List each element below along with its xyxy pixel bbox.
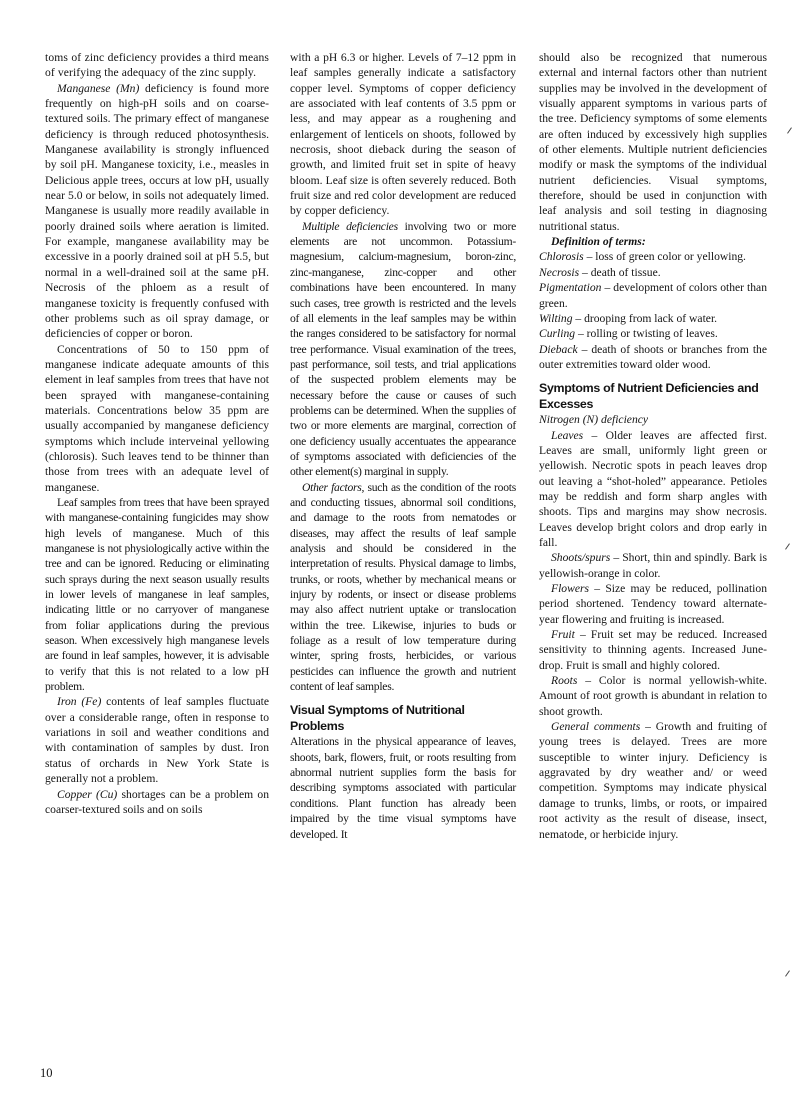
- paragraph-copper: [45, 787, 269, 818]
- term-multiple-deficiencies: Multiple deficiencies: [302, 219, 398, 233]
- paragraph-copper-continued: with a pH 6.3 or higher. Levels of 7–12 ppm in leaf samples generally indicate a satisfactory copper level. Symptoms of copper deficiency are associated with leaf contents of 3.5 ppm or less, and may appear as a roughening and enlargement of lenticels on shoots, followed by necrosis, shoot dieback during the season of growth, and limited fruit set in spite of heavy bloom. Leaf size is often severely reduced. Both fruit size and red color development are reduced by copper deficiency.: [290, 51, 516, 218]
- nitrogen-heading: Nitrogen (N) deficiency: [539, 413, 649, 427]
- text-column-middle: [290, 50, 516, 842]
- paragraph-iron: [45, 694, 269, 786]
- nitrogen-flowers: Flowers – Size may be reduced, pollination period shortened. Tendency toward alternate-year flowering and fruiting is increased.: [539, 582, 767, 626]
- definition-pigmentation: Pigmentation – development of colors other than green.: [539, 281, 767, 310]
- text-column-left: [45, 50, 269, 817]
- definitions-heading: Definition of terms:: [551, 235, 646, 249]
- paragraph-iron-text: contents of leaf samples fluctuate over a considerable range, often in response to variations in soil and weather conditions and with contamination of samples by dust. Iron status of orchards in New York State is generally not a problem.: [45, 695, 269, 786]
- paragraph-alterations: Alterations in the physical appearance of leaves, shoots, bark, flowers, fruit, or roots resulting from abnormal nutrient supplies form the basis for describing symptoms associated with particular conditions. Plant function has already been impaired by the time visual symptoms have developed. It: [290, 735, 516, 841]
- paragraph-zinc-end: toms of zinc deficiency provides a third means of verifying the adequacy of the zinc supply.: [45, 51, 269, 80]
- paragraph-copper-text: shortages can be a problem on coarser-textured soils and on soils: [45, 787, 269, 816]
- term-manganese: Manganese (Mn): [57, 81, 140, 95]
- definition-necrosis: Necrosis – death of tissue.: [539, 265, 661, 279]
- text-column-right: [539, 50, 767, 842]
- paragraph-factors-continued: should also be recognized that numerous external and internal factors other than nutrient supplies may be involved in the development of visually apparent symptoms in various parts of the tree. Deficiency symptoms of some elements are often induced by excessively high supplies of other elements. Multiple nutrient deficiencies modify or mask the symptoms of the individual nutrient deficiencies. Visual symptoms, therefore, should be used in conjunction with leaf analysis and soil testing in diagnosing nutritional status.: [539, 51, 767, 233]
- paragraph-manganese-concentrations: Concentrations of 50 to 150 ppm of manganese indicate adequate amounts of this element in leaf samples from trees that have not been sprayed with manganese-containing materials. Concentrations below 35 ppm are usually accompanied by manganese deficiency symptoms which include interveinal yellowing (chlorosis). Such leaves tend to be thinner than those from trees with an adequate level of manganese.: [45, 342, 269, 494]
- nitrogen-general-comments: General comments – Growth and fruiting of young trees is delayed. Trees are more susceptible to winter injury. Deficiency is aggravated by dry weather and/ or weed competition. Symptoms may indicate physical damage to trunks, limbs, or roots, or impaired root activity as the result of disease, insect, nematode, or herbicide injury.: [539, 720, 767, 841]
- definition-curling: Curling – rolling or twisting of leaves.: [539, 327, 718, 341]
- paragraph-other-factors: [290, 480, 516, 695]
- definition-chlorosis: Chlorosis – loss of green color or yellowing.: [539, 250, 746, 264]
- nitrogen-leaves: Leaves – Older leaves are affected first. Leaves are small, uniformly light green or yellowish. Necrotic spots in peach leaves drop out leaving a “shot-holed” appearance. Petioles may be reddish and form sharp angles with shoots. Tips and margins may show necrosis. Leaves develop bright colors and drop early in fall.: [539, 428, 767, 549]
- margin-mark: [787, 127, 792, 133]
- paragraph-multiple-deficiencies-text: involving two or more elements are not uncommon. Potassium-magnesium, calcium-magnesium, boron-zinc, zinc-manganese, zinc-copper and other combinations have been encountered. In many such cases, tree growth is restricted and the levels of all elements in the leaf samples may be within the ranges considered to be satisfactory for normal tree performance. Visual examination of the trees, past performance, soil tests, and trial applications of the suspected problem elements may be necessary before the cause or causes of such problems can be determined. When the supplies of two or more elements are marginal, correction of one deficiency usually accentuates the appearance of symptoms associated with deficiencies of the other element(s) marginal in supply.: [290, 219, 516, 479]
- heading-symptoms-deficiencies: Symptoms of Nutrient Deficiencies and Excesses: [539, 381, 759, 412]
- paragraph-manganese: [45, 81, 269, 342]
- definition-wilting: Wilting – drooping from lack of water.: [539, 311, 718, 325]
- margin-mark: [785, 543, 790, 549]
- definition-dieback: Dieback – death of shoots or branches from the outer extremities toward older wood.: [539, 342, 767, 371]
- paragraph-other-factors-text: such as the condition of the roots and conducting tissues, abnormal soil conditions, and damage to the roots from nematodes or diseases, may affect the results of leaf sample analysis and should be considered in the interpretation of results. Physical damage to limbs, trunks, or roots, whether by mechanical means or injury by rodents, or insect or disease problems may also affect nutrient uptake or translocation within the tree. Likewise, injuries to buds or foliage as a result of low temperature during winter, spring frosts, herbicides, or various pesticides can influence the growth and nutrient content of leaf samples.: [290, 480, 516, 694]
- term-other-factors: Other factors,: [302, 480, 365, 494]
- term-copper: Copper (Cu): [57, 787, 118, 801]
- paragraph-manganese-text: deficiency is found more frequently on high-pH soils and on coarse-textured soils. The primary effect of manganese deficiency is through reduced photosynthesis. Manganese availability is strongly influenced by soil pH. Manganese toxicity, i.e., measles in Delicious apple trees, occurs at low pH, usually near 5.0 or below, in soils not adequately limed. Manganese is usually more readily available in poorly drained soils where aeration is limited. For example, manganese availability may be excessive in a poorly drained soil at pH 5.5, but normal in a well-drained soil at the same pH. Necrosis of the phloem as a result of manganese toxicity is frequently confused with other problems such as oil spray damage, or deficiencies of copper or boron.: [45, 81, 269, 341]
- nitrogen-roots: Roots – Color is normal yellowish-white. Amount of root growth is abundant in relation to shoot growth.: [539, 674, 767, 718]
- paragraph-manganese-fungicides: Leaf samples from trees that have been sprayed with manganese-containing fungicides may show high levels of manganese. Much of this manganese is not physiologically active within the tree and can be ignored. Reducing or eliminating such sprays during the next season usually results in lower levels of manganese in leaf samples, indicating little or no carryover of manganese from foliar applications during the previous season. When excessively high manganese levels are found in leaf samples, however, it is advisable to verify that this is not related to a low pH problem.: [45, 495, 269, 694]
- paragraph-multiple-deficiencies: [290, 219, 516, 480]
- term-iron: Iron (Fe): [57, 695, 102, 709]
- nitrogen-fruit: Fruit – Fruit set may be reduced. Increased sensitivity to thinning agents. Increased June-drop. Fruit is small and highly colored.: [539, 628, 767, 672]
- page-number: 10: [40, 1066, 53, 1080]
- margin-mark: [785, 970, 790, 976]
- heading-visual-symptoms: Visual Symptoms of Nutritional Problems: [290, 703, 465, 734]
- nitrogen-shoots-spurs: Shoots/spurs – Short, thin and spindly. Bark is yellowish-orange in color.: [539, 551, 767, 580]
